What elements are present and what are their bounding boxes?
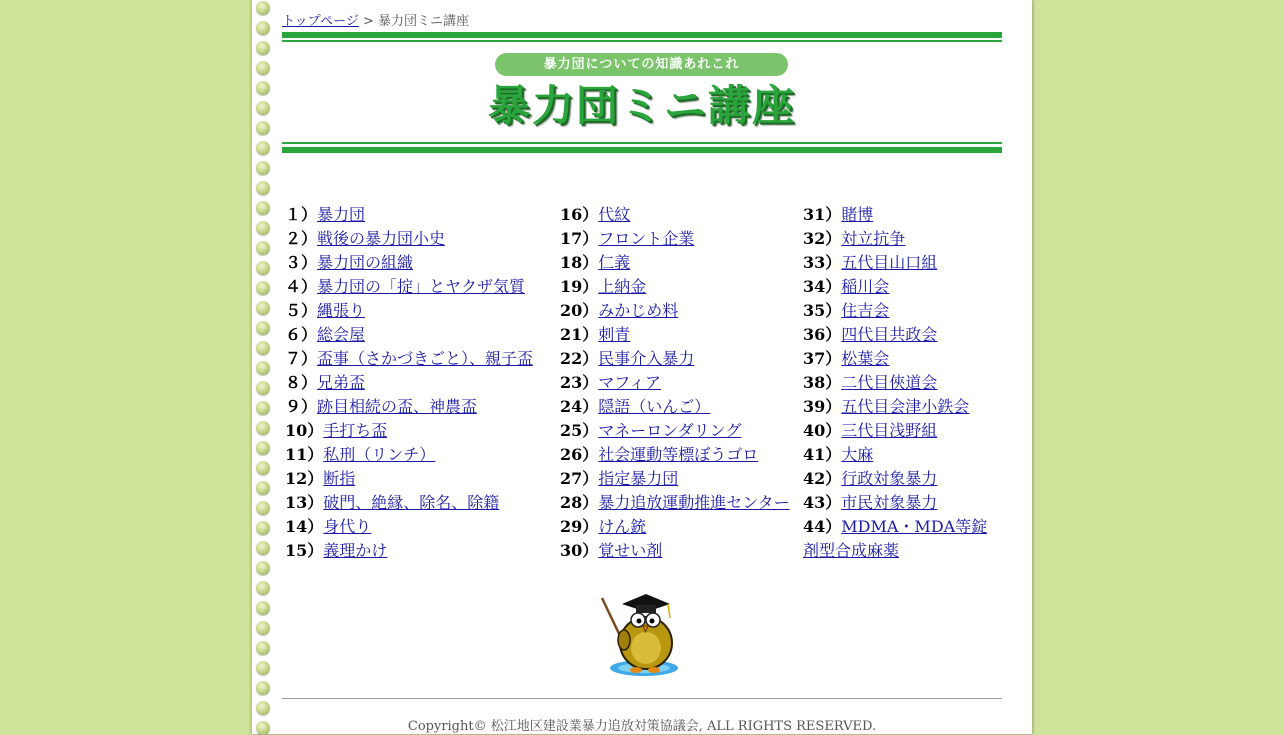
topic-link[interactable]: 仁義 [598, 253, 631, 272]
topic-number: 15） [285, 541, 324, 560]
binder-ring-icon [256, 661, 270, 675]
topic-link[interactable]: 暴力団の「掟」とヤクザ気質 [317, 277, 526, 296]
topic-item [560, 227, 790, 251]
binder-ring-icon [256, 621, 270, 635]
topic-number: 22） [560, 349, 599, 368]
topic-link[interactable]: 隠語（いんご） [598, 397, 711, 416]
topic-link[interactable]: 代紋 [598, 205, 631, 224]
topic-link[interactable]: 大麻 [841, 445, 874, 464]
topic-item [803, 251, 1003, 275]
topic-item [803, 395, 1003, 419]
copyright-text: Copyright© 松江地区建設業暴力追放対策協議会, ALL RIGHTS RESERVED. [407, 719, 877, 734]
topic-number: 17） [560, 229, 599, 248]
topic-item [560, 299, 790, 323]
notebook-page [252, 0, 1032, 734]
binder-ring-icon [256, 401, 270, 415]
topic-item [560, 371, 790, 395]
topic-column-2 [560, 203, 790, 563]
topic-link[interactable]: 二代目俠道会 [841, 373, 938, 392]
topic-link[interactable]: けん銃 [598, 517, 647, 536]
topic-number: ５） [285, 301, 318, 320]
binder-ring-icon [256, 481, 270, 495]
topic-item [285, 419, 533, 443]
topic-number: 43） [803, 493, 842, 512]
binder-ring-icon [256, 241, 270, 255]
topic-link[interactable]: 戦後の暴力団小史 [317, 229, 446, 248]
topic-link[interactable]: 稲川会 [841, 277, 890, 296]
topic-item [560, 347, 790, 371]
topic-number: ３） [285, 253, 318, 272]
topic-item [285, 395, 533, 419]
topic-link[interactable]: 社会運動等標ぼうゴロ [598, 445, 759, 464]
topic-number: 25） [560, 421, 599, 440]
binder-ring-icon [256, 681, 270, 695]
topic-item [560, 323, 790, 347]
topic-link[interactable]: MDMA・MDA等錠剤型合成麻薬 [803, 517, 988, 560]
topic-number: ２） [285, 229, 318, 248]
topic-link[interactable]: 松葉会 [841, 349, 890, 368]
topic-link[interactable]: 住吉会 [841, 301, 890, 320]
topic-number: 37） [803, 349, 842, 368]
owl-professor-icon [598, 588, 684, 680]
topic-number: 34） [803, 277, 842, 296]
topic-item [560, 467, 790, 491]
topic-link[interactable]: 刺青 [598, 325, 631, 344]
topic-item [560, 539, 790, 563]
topic-number: 38） [803, 373, 842, 392]
topic-item [560, 251, 790, 275]
topic-number: 30） [560, 541, 599, 560]
binder-ring-icon [256, 81, 270, 95]
topic-link[interactable]: 盃事（さかづきごと）、親子盃 [317, 349, 534, 368]
topic-number: ８） [285, 373, 318, 392]
topic-number: ４） [285, 277, 318, 296]
topic-number: 20） [560, 301, 599, 320]
topic-item [560, 203, 790, 227]
topic-item [285, 491, 533, 515]
binder-ring-icon [256, 301, 270, 315]
binder-ring-icon [256, 561, 270, 575]
breadcrumb [282, 10, 469, 29]
topic-number: ７） [285, 349, 318, 368]
topic-number: 12） [285, 469, 324, 488]
topic-item [560, 395, 790, 419]
topic-item [803, 371, 1003, 395]
topic-item [803, 203, 1003, 227]
binder-ring-icon [256, 61, 270, 75]
binder-ring-icon [256, 541, 270, 555]
topic-number: 36） [803, 325, 842, 344]
binder-ring-icon [256, 361, 270, 375]
topic-number: 16） [560, 205, 599, 224]
topic-link[interactable]: フロント企業 [598, 229, 695, 248]
topic-number: 32） [803, 229, 842, 248]
topic-item [285, 203, 533, 227]
binder-ring-icon [256, 281, 270, 295]
topic-link[interactable]: 四代目共政会 [841, 325, 938, 344]
topic-number: 28） [560, 493, 599, 512]
topic-link[interactable]: 手打ち盃 [323, 421, 388, 440]
topic-link[interactable]: 断指 [323, 469, 356, 488]
page-title: 暴力団ミニ講座 [487, 81, 796, 130]
topic-link[interactable]: 義理かけ [323, 541, 388, 560]
topic-number: 14） [285, 517, 324, 536]
topic-item [560, 443, 790, 467]
topic-item [560, 515, 790, 539]
topic-number: 33） [803, 253, 842, 272]
topic-item [560, 275, 790, 299]
topic-link[interactable]: 暴力団 [317, 205, 366, 224]
topic-number: 35） [803, 301, 842, 320]
binder-ring-icon [256, 101, 270, 115]
topic-number: ９） [285, 397, 318, 416]
topic-number: 31） [803, 205, 842, 224]
binder-ring-icon [256, 201, 270, 215]
topic-link[interactable]: 跡目相続の盃、神農盃 [317, 397, 478, 416]
topic-link[interactable]: 五代目会津小鉄会 [841, 397, 970, 416]
topic-link[interactable]: 上納金 [598, 277, 647, 296]
topic-number: 21） [560, 325, 599, 344]
topic-number: 39） [803, 397, 842, 416]
topic-number: 41） [803, 445, 842, 464]
binder-ring-icon [256, 581, 270, 595]
binder-rings [252, 0, 278, 734]
topic-link[interactable]: 三代目浅野組 [841, 421, 938, 440]
topic-link[interactable]: 身代り [323, 517, 372, 536]
binder-ring-icon [256, 181, 270, 195]
topic-number: 19） [560, 277, 599, 296]
topic-number: 42） [803, 469, 842, 488]
topic-number: 27） [560, 469, 599, 488]
binder-ring-icon [256, 141, 270, 155]
header-subtitle: 暴力団についての知識あれこれ [495, 53, 788, 76]
binder-ring-icon [256, 1, 270, 15]
topic-item [803, 323, 1003, 347]
topic-link[interactable]: マフィア [598, 373, 662, 392]
topic-item [803, 299, 1003, 323]
topic-link[interactable]: 市民対象暴力 [841, 493, 938, 512]
binder-ring-icon [256, 381, 270, 395]
topic-item [803, 347, 1003, 371]
topic-number: 11） [285, 445, 324, 464]
topic-item [803, 227, 1003, 251]
topic-link[interactable]: 五代目山口組 [841, 253, 938, 272]
topic-item [560, 419, 790, 443]
topic-link[interactable]: 指定暴力団 [598, 469, 679, 488]
binder-ring-icon [256, 701, 270, 715]
topic-link[interactable]: 破門、絶縁、除名、除籍 [323, 493, 500, 512]
topic-item [803, 515, 1003, 563]
topic-number: 10） [285, 421, 324, 440]
binder-ring-icon [256, 721, 270, 735]
topic-item [803, 419, 1003, 443]
topic-link[interactable]: 行政対象暴力 [841, 469, 938, 488]
topic-item [285, 515, 533, 539]
topic-number: 40） [803, 421, 842, 440]
binder-ring-icon [256, 21, 270, 35]
topic-number: 23） [560, 373, 599, 392]
topic-item [285, 227, 533, 251]
breadcrumb-current: 暴力団ミニ講座 [378, 14, 470, 29]
topic-link[interactable]: 覚せい剤 [598, 541, 663, 560]
topic-link[interactable]: 兄弟盃 [317, 373, 366, 392]
topic-link[interactable]: 総会屋 [317, 325, 366, 344]
topic-number: 26） [560, 445, 599, 464]
header-band-bottom [282, 142, 1002, 153]
binder-ring-icon [256, 601, 270, 615]
topic-item [285, 299, 533, 323]
topic-number: １） [285, 205, 318, 224]
binder-ring-icon [256, 161, 270, 175]
binder-ring-icon [256, 501, 270, 515]
binder-ring-icon [256, 321, 270, 335]
topic-item [560, 491, 790, 515]
binder-ring-icon [256, 121, 270, 135]
topic-link[interactable]: 民事介入暴力 [598, 349, 695, 368]
topic-link[interactable]: マネーロンダリング [598, 421, 742, 440]
topic-link[interactable]: みかじめ料 [598, 301, 679, 320]
topic-item [285, 347, 533, 371]
topic-number: 18） [560, 253, 599, 272]
binder-ring-icon [256, 461, 270, 475]
binder-ring-icon [256, 441, 270, 455]
topic-link[interactable]: 縄張り [317, 301, 366, 320]
topic-number: 13） [285, 493, 324, 512]
topic-column-1 [285, 203, 533, 563]
topic-link[interactable]: 私刑（リンチ） [323, 445, 436, 464]
topic-link[interactable]: 暴力追放運動推進センター [598, 493, 790, 512]
topic-item [803, 491, 1003, 515]
binder-ring-icon [256, 521, 270, 535]
topic-item [285, 371, 533, 395]
topic-column-3 [803, 203, 1003, 563]
binder-ring-icon [256, 221, 270, 235]
topic-item [285, 323, 533, 347]
breadcrumb-separator: > [358, 14, 379, 29]
topic-number: 44） [803, 517, 842, 536]
topic-item [285, 275, 533, 299]
topic-item [803, 467, 1003, 491]
topic-item [285, 443, 533, 467]
topic-number: 29） [560, 517, 599, 536]
breadcrumb-home-link[interactable]: トップページ [282, 14, 359, 29]
topic-item [285, 251, 533, 275]
topic-number: ６） [285, 325, 318, 344]
topic-link[interactable]: 対立抗争 [841, 229, 906, 248]
topic-item [285, 539, 533, 563]
footer-divider [282, 698, 1002, 699]
binder-ring-icon [256, 341, 270, 355]
header-band-top [282, 32, 1002, 42]
binder-ring-icon [256, 421, 270, 435]
topic-link[interactable]: 賭博 [841, 205, 874, 224]
topic-number: 24） [560, 397, 599, 416]
topic-item [803, 443, 1003, 467]
topic-item [285, 467, 533, 491]
topic-item [803, 275, 1003, 299]
binder-ring-icon [256, 41, 270, 55]
binder-ring-icon [256, 261, 270, 275]
binder-ring-icon [256, 641, 270, 655]
topic-link[interactable]: 暴力団の組織 [317, 253, 414, 272]
